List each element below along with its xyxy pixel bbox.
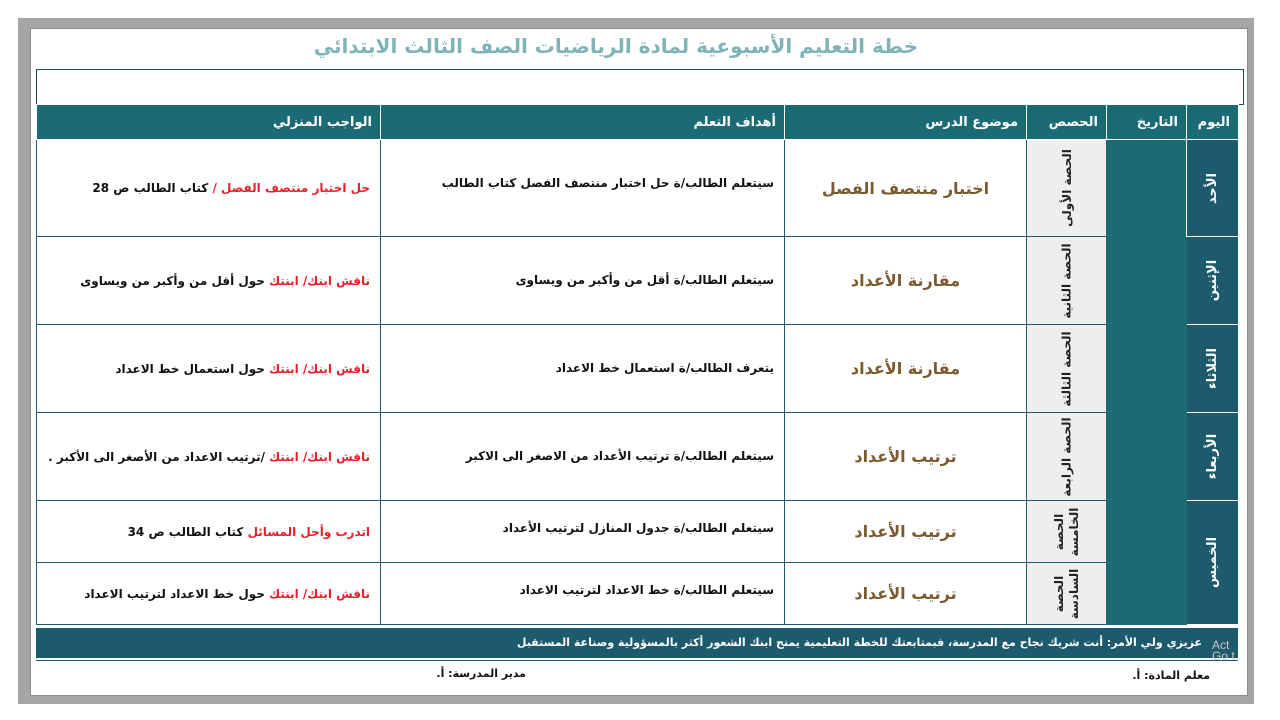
table-header-row	[37, 105, 1239, 140]
header-period: الحصص	[1027, 105, 1107, 140]
homework-cell: ناقش ابنك/ ابنتك /ترتيب الاعداد من الأصغر الى الأكبر .	[37, 413, 381, 501]
table-row	[37, 501, 1239, 563]
principal-signature: مدير المدرسة: أ.	[436, 667, 526, 680]
parent-note-text: عزيزي ولي الأمر: أنت شريك نجاح مع المدرسة، فبمتابعتك للخطة التعليمية يمنح ابنك الشعور أكثر بالمسؤولية وصناعة المستقبل	[516, 636, 1202, 649]
teacher-signature: معلم المادة: أ.	[1132, 669, 1210, 682]
goal-cell: سيتعلم الطالب/ة جدول المنازل لترتيب الأعداد	[381, 501, 785, 563]
topic-cell: اختبار منتصف الفصل	[785, 140, 1027, 237]
signature-line	[36, 660, 1238, 689]
table-row	[37, 563, 1239, 625]
table-row	[37, 413, 1239, 501]
page-title: خطة التعليم الأسبوعية لمادة الرياضيات الصف الثالث الابتدائي	[313, 34, 918, 58]
period-cell: الحصة الثالثة	[1027, 325, 1107, 413]
homework-cell: حل اختبار منتصف الفصل / كتاب الطالب ص 28	[37, 140, 381, 237]
day-cell: الثلاثاء	[1187, 325, 1239, 413]
goal-cell: سيتعلم الطالب/ة ترتيب الأعداد من الاصغر الى الاكبر	[381, 413, 785, 501]
topic-cell: مقارنة الأعداد	[785, 325, 1027, 413]
weekly-plan-table	[36, 104, 1239, 625]
goal-cell: سيتعلم الطالب/ة خط الاعداد لترتيب الاعداد	[381, 563, 785, 625]
table-row	[37, 325, 1239, 413]
blank-info-box	[36, 69, 1244, 105]
date-cell	[1107, 140, 1187, 625]
topic-cell: ترتيب الأعداد	[785, 563, 1027, 625]
period-cell: الحصة الثانية	[1027, 237, 1107, 325]
topic-cell: ترتيب الأعداد	[785, 413, 1027, 501]
topic-cell: ترتيب الأعداد	[785, 501, 1027, 563]
header-date: التاريخ	[1107, 105, 1187, 140]
table-row	[37, 237, 1239, 325]
day-cell: الأحد	[1187, 140, 1239, 237]
day-cell: الأربعاء	[1187, 413, 1239, 501]
table-row	[37, 140, 1239, 237]
homework-cell: ناقش ابنك/ ابنتك حول استعمال خط الاعداد	[37, 325, 381, 413]
goal-cell: يتعرف الطالب/ة استعمال خط الاعداد	[381, 325, 785, 413]
day-cell: الخميس	[1187, 501, 1239, 625]
header-goals: أهداف التعلم	[381, 105, 785, 140]
homework-cell: اتدرب وأحل المسائل كتاب الطالب ص 34	[37, 501, 381, 563]
header-topic: موضوع الدرس	[785, 105, 1027, 140]
header-homework: الواجب المنزلي	[37, 105, 381, 140]
day-cell: الإثنين	[1187, 237, 1239, 325]
goal-cell: سيتعلم الطالب/ة أقل من وأكبر من ويساوى	[381, 237, 785, 325]
parent-note-bar	[36, 628, 1238, 658]
period-cell: الحصة الخامسة	[1027, 501, 1107, 563]
header-day: اليوم	[1187, 105, 1239, 140]
period-cell: الحصة السادسة	[1027, 563, 1107, 625]
topic-cell: مقارنة الأعداد	[785, 237, 1027, 325]
homework-cell: ناقش ابنك/ ابنتك حول خط الاعداد لترتيب الاعداد	[37, 563, 381, 625]
activate-watermark: Act Go t	[1212, 638, 1235, 663]
period-cell: الحصة الرابعة	[1027, 413, 1107, 501]
goal-cell: سيتعلم الطالب/ة حل اختبار منتصف الفصل كتاب الطالب	[381, 140, 785, 237]
homework-cell: ناقش ابنك/ ابنتك حول أقل من وأكبر من ويساوى	[37, 237, 381, 325]
period-cell: الحصة الأولى	[1027, 140, 1107, 237]
